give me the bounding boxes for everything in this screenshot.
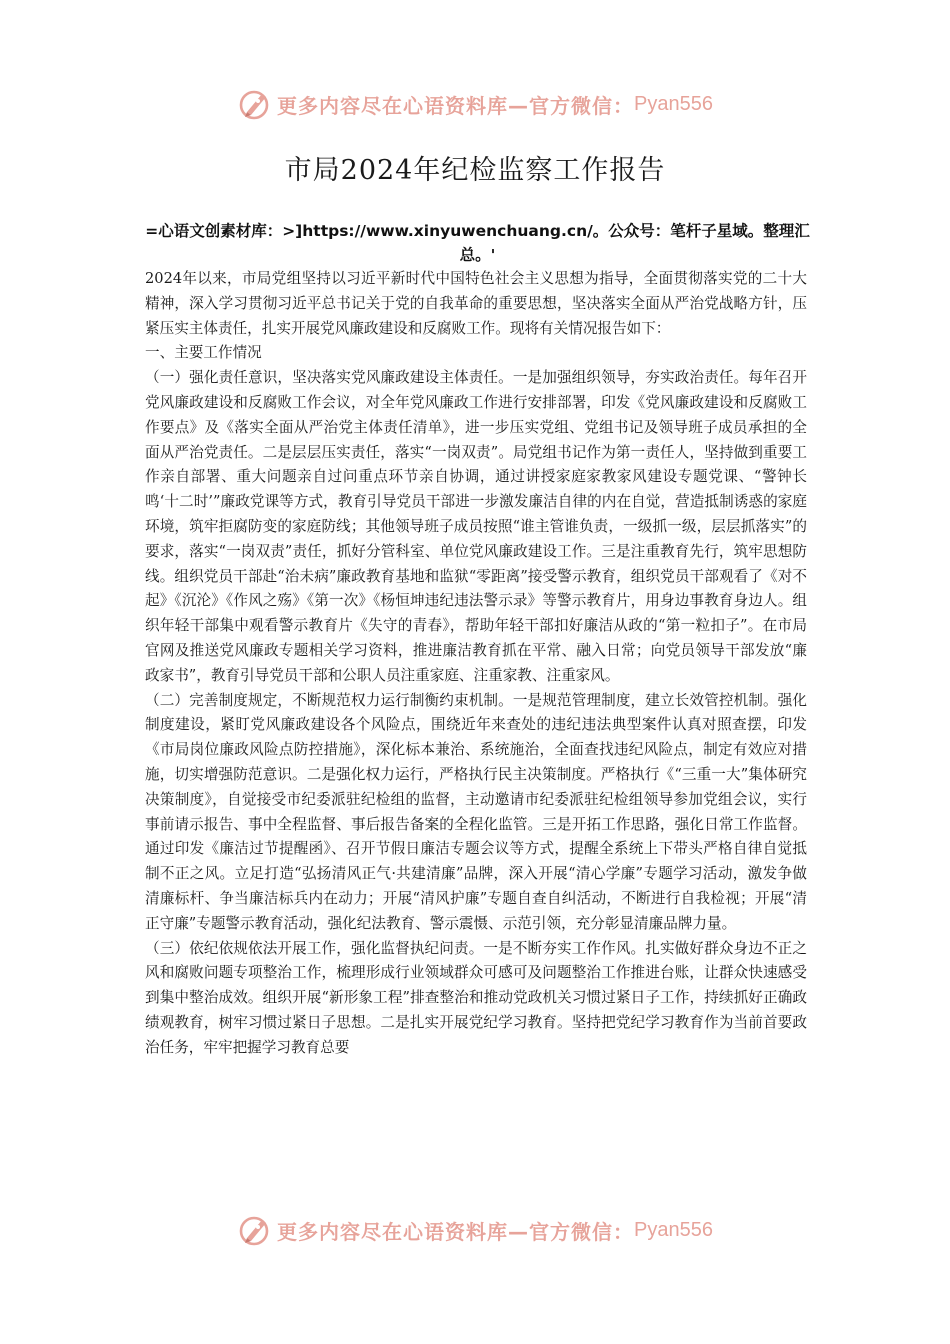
section-heading: 一、主要工作情况 xyxy=(145,344,262,362)
pen-logo-icon xyxy=(237,1212,273,1248)
intro-paragraph: 2024年以来，市局党组坚持以习近平新时代中国特色社会主义思想为指导，全面贯彻落实党的二十大精神，深入学习贯彻习近平总书记关于党的自我革命的重要思想，坚决落实全面从严治党战略方针，压紧压实主体责任，扎实开展党风廉政建设和反腐败工作。现将有关情况报告如下： xyxy=(145,270,807,337)
header-banner xyxy=(0,82,950,126)
banner-text: 更多内容尽在心语资料库—官方微信： xyxy=(277,93,635,118)
body-paragraph: （三）依纪依规依法开展工作，强化监督执纪问责。一是不断夯实工作作风。扎实做好群众身边不正之风和腐败问题专项整治工作，梳理形成行业领域群众可感可及问题整治工作推进台账，让群众快速感受到集中整治成效。组织开展“新形象工程”排查整治和推动党政机关习惯过紧日子工作，持续抓好正确政绩观教育，树牢习惯过紧日子思想。二是扎实开展党纪学习教育。坚持把党纪学习教育作为当前首要政治任务，牢牢把握学习教育总要 xyxy=(145,939,807,1056)
banner-wechat-id: Pyan556 xyxy=(634,92,713,115)
banner-text: 更多内容尽在心语资料库—官方微信： xyxy=(277,1219,635,1244)
banner-wechat-id: Pyan556 xyxy=(634,1218,713,1241)
pen-logo-icon xyxy=(237,86,273,122)
footer-banner xyxy=(0,1208,950,1252)
body-paragraph: （二）完善制度规定，不断规范权力运行制衡约束机制。一是规范管理制度，建立长效管控机制。强化制度建设，紧盯党风廉政建设各个风险点，围绕近年来查处的违纪违法典型案件认真对照查摆，印发《市局岗位廉政风险点防控措施》，深化标本兼治、系统施治，全面查找违纪风险点，制定有效应对措施，切实增强防范意识。二是强化权力运行，严格执行民主决策制度。严格执行《“三重一大”集体研究决策制度》，自觉接受市纪委派驻纪检组的监督，主动邀请市纪委派驻纪检组领导参加党组会议，实行事前请示报告、事中全程监督、事后报告备案的全程化监管。三是开拓工作思路，强化日常工作监督。通过印发《廉洁过节提醒函》、召开节假日廉洁专题会议等方式，提醒全系统上下带头严格自律自觉抵制不正之风。立足打造“弘扬清风正气·共建清廉”品牌，深入开展“清心学廉”专题学习活动，激发争做清廉标杆、争当廉洁标兵内在动力；开展“清风护廉”专题自查自纠活动，不断进行自我检视；开展“清正守廉”专题警示教育活动，强化纪法教育、警示震慑、示范引领，充分彰显清廉品牌力量。 xyxy=(145,691,807,932)
document-title: 市局2024年纪检监察工作报告 xyxy=(284,155,666,186)
source-line: =心语文创素材库：>]https://www.xinyuwenchuang.cn/。公众号：笔杆子星域。整理汇总。' xyxy=(145,222,810,264)
body-paragraph: （一）强化责任意识，坚决落实党风廉政建设主体责任。一是加强组织领导，夯实政治责任。每年召开党风廉政建设和反腐败工作会议，对全年党风廉政工作进行安排部署，印发《党风廉政建设和反腐败工作要点》及《落实全面从严治党主体责任清单》，进一步压实党组、党组书记及领导班子成员承担的全面从严治党责任。二是层层压实责任，落实“一岗双责”。局党组书记作为第一责任人，坚持做到重要工作亲自部署、重大问题亲自过问重点环节亲自协调，通过讲授家庭家教家风建设专题党课、“警钟长鸣‘十二时’”廉政党课等方式，教育引导党员干部进一步激发廉洁自律的内在自觉，营造抵制诱惑的家庭环境，筑牢拒腐防变的家庭防线；其他领导班子成员按照“谁主管谁负责，一级抓一级，层层抓落实”的要求，落实“一岗双责”责任，抓好分管科室、单位党风廉政建设工作。三是注重教育先行，筑牢思想防线。组织党员干部赴“治未病”廉政教育基地和监狱“零距离”接受警示教育，组织党员干部观看了《对不起》《沉沦》《作风之殇》《第一次》《杨恒坤违纪违法警示录》等警示教育片，用身边事教育身边人。组织年轻干部集中观看警示教育片《失守的青春》，帮助年轻干部扣好廉洁从政的“第一粒扣子”。在市局官网及推送党风廉政专题相关学习资料，推进廉洁教育抓在平常、融入日常；向党员领导干部发放“廉政家书”，教育引导党员干部和公职人员注重家庭、注重家教、注重家风。 xyxy=(145,369,807,684)
document-body xyxy=(145,267,807,1061)
